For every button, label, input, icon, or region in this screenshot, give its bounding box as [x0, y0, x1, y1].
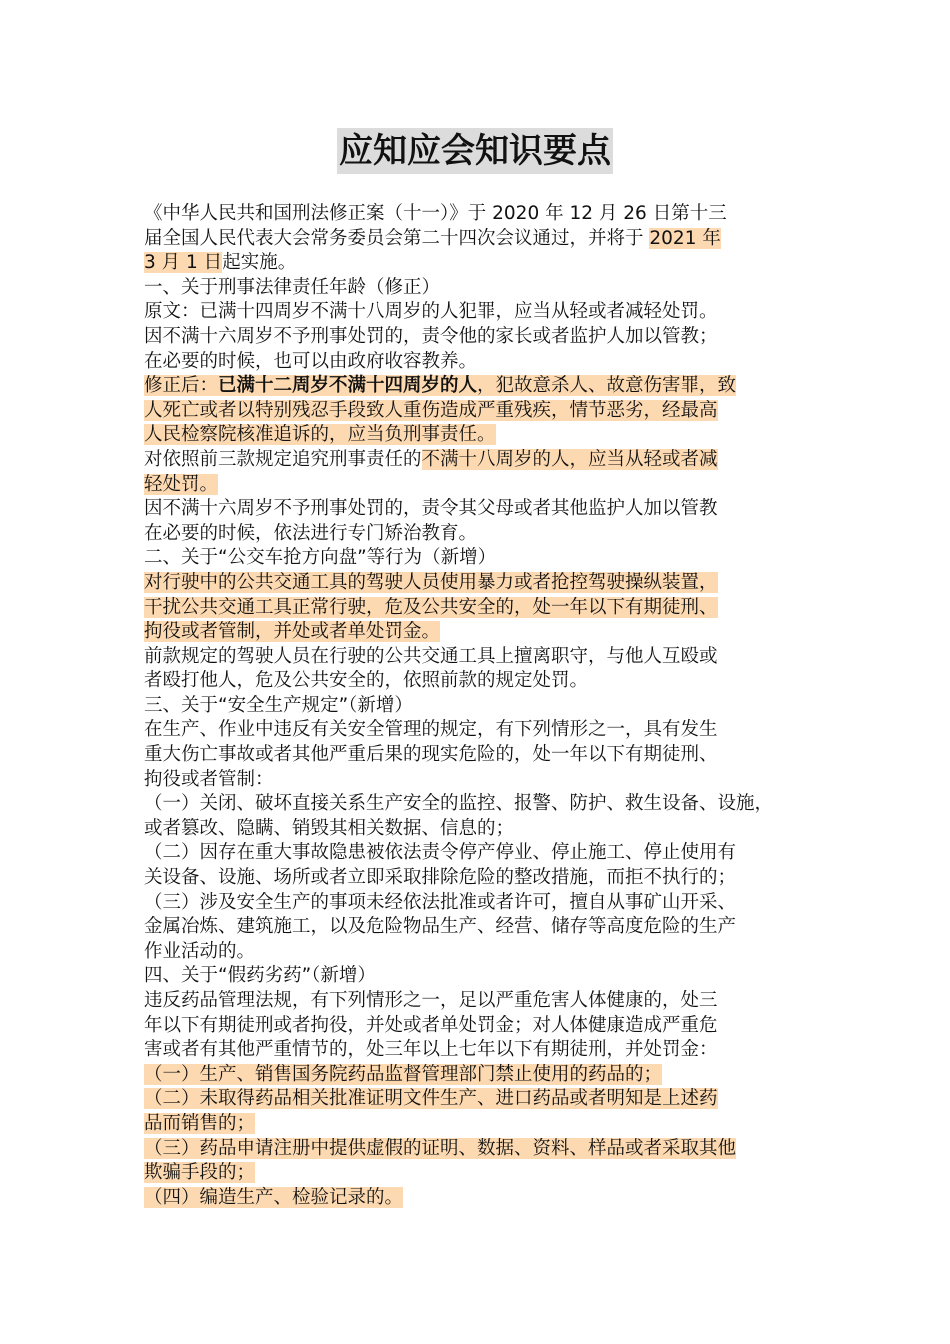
text-span: 因不满十六周岁不予刑事处罚的，责令其父母或者其他监护人加以管教 — [144, 498, 718, 520]
text-line — [144, 1014, 814, 1039]
text-line — [144, 473, 814, 498]
text-span: 届全国人民代表大会常务委员会第二十四次会议通过，并将于 — [144, 227, 650, 249]
highlighted-text: ，犯故意杀人、故意伤害罪，致 — [477, 375, 737, 397]
highlighted-text: 欺骗手段的； — [144, 1162, 256, 1184]
text-line — [144, 817, 814, 842]
text-span: 违反药品管理法规，有下列情形之一，足以严重危害人体健康的，处三 — [144, 990, 718, 1011]
text-line — [144, 1087, 814, 1112]
text-line — [144, 448, 814, 473]
text-span: （二）因存在重大事故隐患被依法责令停产停业、停止施工、停止使用有 — [144, 842, 737, 864]
title-block — [0, 128, 950, 174]
text-line — [144, 596, 814, 621]
text-span: 作业活动的。 — [144, 940, 256, 962]
text-span: 或者篡改、隐瞒、销毁其相关数据、信息的； — [144, 817, 515, 839]
text-line — [144, 645, 814, 670]
text-line — [144, 227, 814, 252]
text-line — [144, 915, 814, 940]
text-span: 在生产、作业中违反有关安全管理的规定，有下列情形之一，具有发生 — [144, 719, 718, 741]
text-line — [144, 399, 814, 424]
text-line — [144, 522, 814, 547]
text-line — [144, 964, 814, 989]
text-span: （三）涉及安全生产的事项未经依法批准或者许可，擅自从事矿山开采、 — [144, 891, 737, 913]
highlighted-text: （二）未取得药品相关批准证明文件生产、进口药品或者明知是上述药 — [144, 1088, 718, 1110]
text-line — [144, 1137, 814, 1162]
highlighted-text: 拘役或者管制，并处或者单处罚金。 — [144, 621, 441, 643]
highlighted-text: 品而销售的； — [144, 1112, 256, 1134]
document-body — [144, 202, 814, 1210]
text-span: 对依照前三款规定追究刑事责任的 — [144, 448, 422, 470]
text-line — [144, 546, 814, 571]
text-line — [144, 1161, 814, 1186]
highlighted-text: （三）药品申请注册中提供虚假的证明、数据、资料、样品或者采取其他 — [144, 1137, 737, 1159]
text-line — [144, 1063, 814, 1088]
highlighted-text: 人死亡或者以特别残忍手段致人重伤造成严重残疾，情节恶劣，经最高 — [144, 399, 718, 421]
text-line — [144, 768, 814, 793]
text-line — [144, 940, 814, 965]
text-span: 年以下有期徒刑或者拘役，并处或者单处罚金；对人体健康造成严重危 — [144, 1014, 718, 1036]
highlighted-text: 2021 年 — [649, 227, 721, 249]
text-span: 二、关于“公交车抢方向盘”等行为（新增） — [144, 547, 497, 569]
highlighted-text: 已满十二周岁不满十四周岁的人 — [218, 375, 478, 397]
text-line — [144, 1112, 814, 1137]
text-line — [144, 718, 814, 743]
highlighted-text: 不满十八周岁的人，应当从轻或者减 — [421, 448, 718, 470]
text-span: 重大伤亡事故或者其他严重后果的现实危险的，处一年以下有期徒刑、 — [144, 744, 718, 766]
text-span: 害或者有其他严重情节的，处三年以上七年以下有期徒刑，并处罚金： — [144, 1039, 718, 1061]
text-line — [144, 374, 814, 399]
text-line — [144, 497, 814, 522]
text-span: 在必要的时候，也可以由政府收容教养。 — [144, 350, 478, 372]
text-line — [144, 743, 814, 768]
text-line — [144, 866, 814, 891]
text-span: 在必要的时候，依法进行专门矫治教育。 — [144, 522, 478, 544]
highlighted-text: 修正后： — [144, 375, 219, 397]
text-line — [144, 423, 814, 448]
text-line — [144, 300, 814, 325]
text-line — [144, 891, 814, 916]
text-span: 三、关于“安全生产规定”（新增） — [144, 694, 413, 716]
text-span: 金属冶炼、建筑施工，以及危险物品生产、经营、储存等高度危险的生产 — [144, 916, 737, 938]
text-line — [144, 202, 814, 227]
highlighted-text: 3 月 1 日 — [144, 252, 223, 274]
text-line — [144, 251, 814, 276]
text-line — [144, 276, 814, 301]
text-line — [144, 792, 814, 817]
highlighted-text: 人民检察院核准追诉的，应当负刑事责任。 — [144, 424, 496, 446]
text-line — [144, 841, 814, 866]
text-line — [144, 669, 814, 694]
text-span: 拘役或者管制： — [144, 768, 274, 790]
text-span: 因不满十六周岁不予刑事处罚的，责令他的家长或者监护人加以管教； — [144, 325, 718, 347]
highlighted-text: （一）生产、销售国务院药品监督管理部门禁止使用的药品的； — [144, 1063, 663, 1085]
text-line — [144, 694, 814, 719]
highlighted-text: 轻处罚。 — [144, 473, 219, 495]
document-title: 应知应会知识要点 — [337, 128, 613, 174]
text-span: 四、关于“假药劣药”（新增） — [144, 965, 376, 987]
highlighted-text: 对行驶中的公共交通工具的驾驶人员使用暴力或者抢控驾驶操纵装置， — [144, 571, 718, 593]
text-line — [144, 350, 814, 375]
text-line — [144, 1038, 814, 1063]
text-line — [144, 620, 814, 645]
text-line — [144, 989, 814, 1014]
text-span: 一、关于刑事法律责任年龄（修正） — [144, 276, 441, 298]
text-span: 前款规定的驾驶人员在行驶的公共交通工具上擅离职守，与他人互殴或 — [144, 645, 718, 667]
text-line — [144, 1186, 814, 1211]
text-span: （一）关闭、破坏直接关系生产安全的监控、报警、防护、救生设备、设施， — [144, 793, 774, 815]
highlighted-text: （四）编造生产、检验记录的。 — [144, 1186, 404, 1208]
text-line — [144, 325, 814, 350]
text-span: 关设备、设施、场所或者立即采取排除危险的整改措施，而拒不执行的； — [144, 867, 737, 889]
text-span: 起实施。 — [222, 252, 297, 274]
text-span: 原文：已满十四周岁不满十八周岁的人犯罪，应当从轻或者减轻处罚。 — [144, 301, 718, 323]
text-span: 《中华人民共和国刑法修正案（十一）》于 2020 年 12 月 26 日第十三 — [144, 203, 727, 224]
text-line — [144, 571, 814, 596]
highlighted-text: 干扰公共交通工具正常行驶，危及公共安全的，处一年以下有期徒刑、 — [144, 596, 718, 618]
text-span: 者殴打他人，危及公共安全的，依照前款的规定处罚。 — [144, 670, 589, 692]
